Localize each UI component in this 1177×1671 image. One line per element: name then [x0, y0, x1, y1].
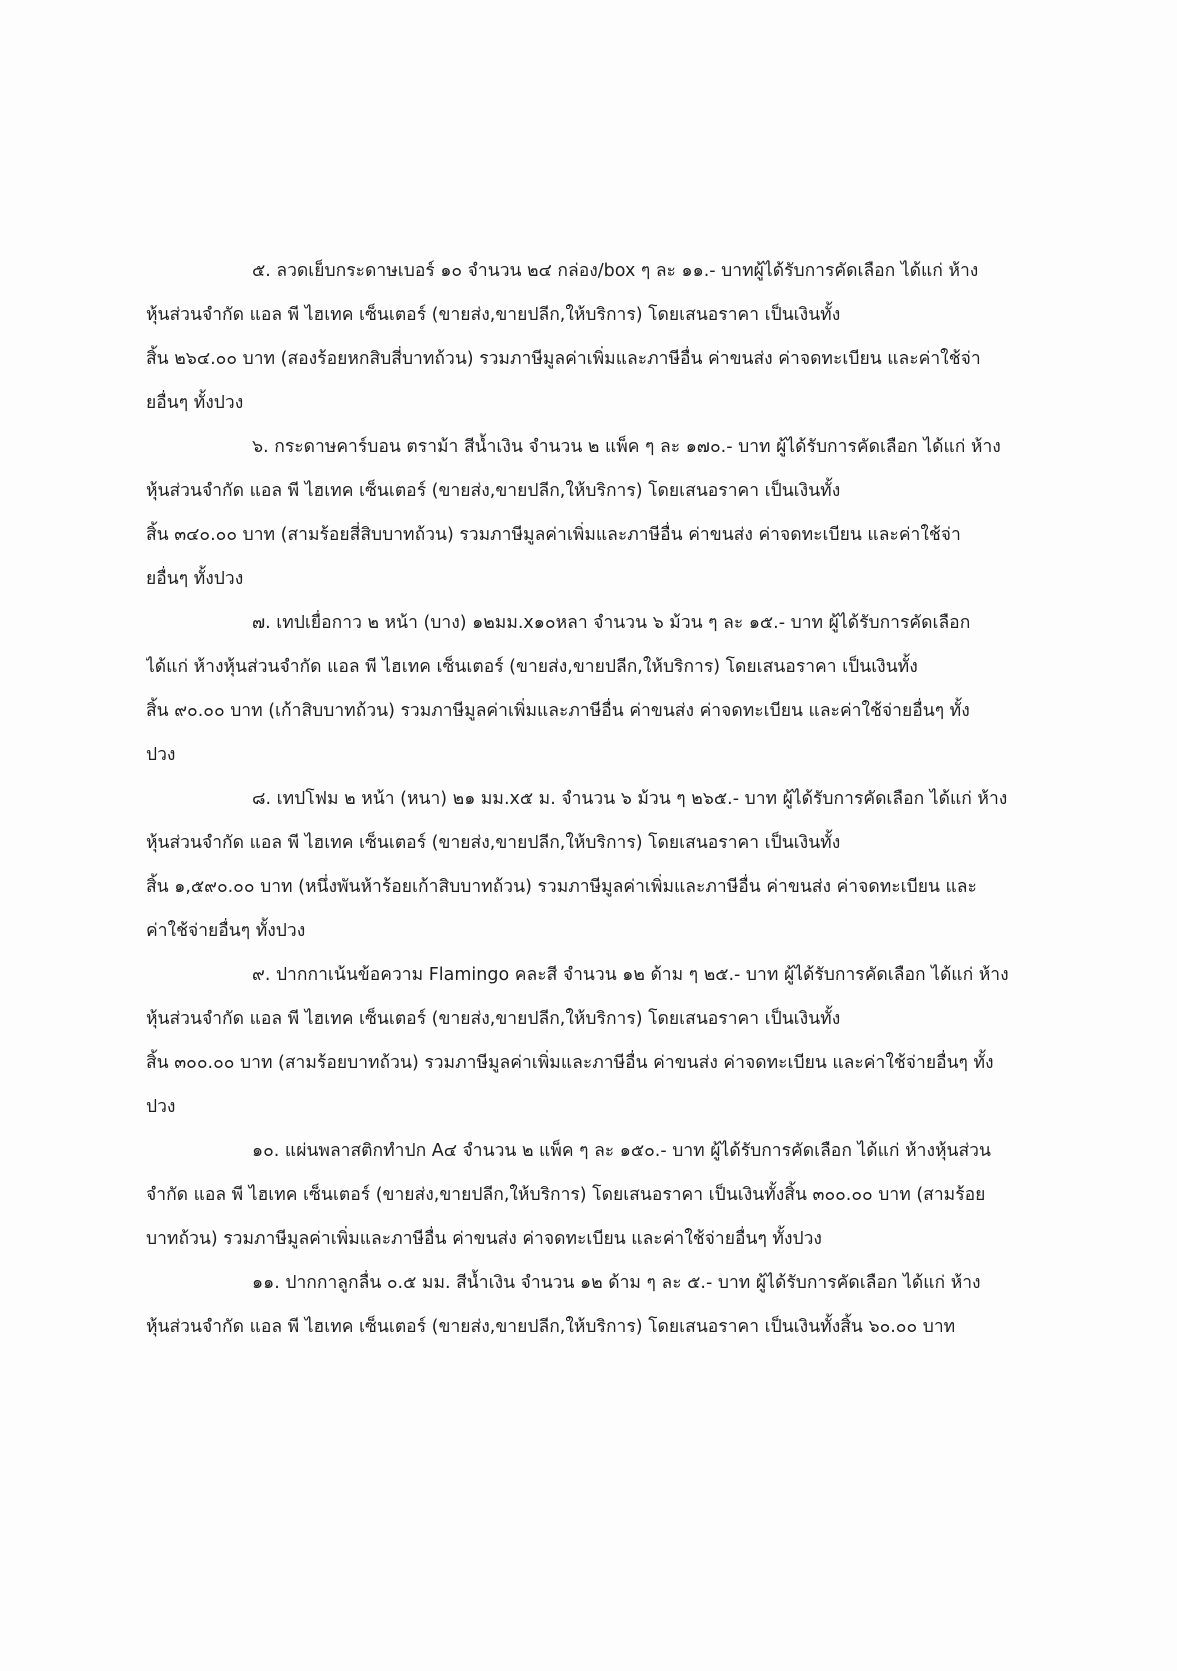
item-paragraph-8 [146, 782, 1112, 958]
paragraph-line: หุ้นส่วนจำกัด แอล พี ไฮเทค เซ็นเตอร์ (ขายส่ง,ขายปลีก,ให้บริการ) โดยเสนอราคา เป็นเงินทั้ง [146, 305, 841, 325]
paragraph-line: ๑๐. แผ่นพลาสติกทำปก A๔ จำนวน ๒ แพ็ค ๆ ละ ๑๕๐.- บาท ผู้ได้รับการคัดเลือก ได้แก่ ห้างหุ้นส่วน [252, 1141, 991, 1161]
paragraph-line: ๕. ลวดเย็บกระดาษเบอร์ ๑๐ จำนวน ๒๔ กล่อง/box ๆ ละ ๑๑.- บาทผู้ได้รับการคัดเลือก ได้แก่ ห้าง [252, 261, 979, 281]
paragraph-line: หุ้นส่วนจำกัด แอล พี ไฮเทค เซ็นเตอร์ (ขายส่ง,ขายปลีก,ให้บริการ) โดยเสนอราคา เป็นเงินทั้ง [146, 833, 841, 853]
item-paragraph-9 [146, 958, 1112, 1134]
paragraph-line: ยอื่นๆ ทั้งปวง [146, 393, 244, 413]
paragraph-line: หุ้นส่วนจำกัด แอล พี ไฮเทค เซ็นเตอร์ (ขายส่ง,ขายปลีก,ให้บริการ) โดยเสนอราคา เป็นเงินทั้ง [146, 1009, 841, 1029]
paragraph-line: จำกัด แอล พี ไฮเทค เซ็นเตอร์ (ขายส่ง,ขายปลีก,ให้บริการ) โดยเสนอราคา เป็นเงินทั้งสิ้น ๓๐๐.๐๐ บาท (สามร้อย [146, 1185, 986, 1205]
paragraph-line: ได้แก่ ห้างหุ้นส่วนจำกัด แอล พี ไฮเทค เซ็นเตอร์ (ขายส่ง,ขายปลีก,ให้บริการ) โดยเสนอราคา เป็นเงินทั้ง [146, 657, 918, 677]
item-paragraph-10 [146, 1134, 1112, 1266]
item-paragraph-6 [146, 430, 1112, 606]
paragraph-line: ๘. เทปโฟม ๒ หน้า (หนา) ๒๑ มม.x๕ ม. จำนวน ๖ ม้วน ๆ ๒๖๕.- บาท ผู้ได้รับการคัดเลือก ได้แก่ ห้าง [252, 789, 1008, 809]
paragraph-line: สิ้น ๓๐๐.๐๐ บาท (สามร้อยบาทถ้วน) รวมภาษีมูลค่าเพิ่มและภาษีอื่น ค่าขนส่ง ค่าจดทะเบียน และค่าใช้จ่ายอื่นๆ ทั้ง [146, 1053, 994, 1073]
paragraph-line: ๙. ปากกาเน้นข้อความ Flamingo คละสี จำนวน ๑๒ ด้าม ๆ ๒๕.- บาท ผู้ได้รับการคัดเลือก ได้แก่ ห้าง [252, 965, 1009, 985]
document-body [146, 254, 1112, 1354]
paragraph-line: ยอื่นๆ ทั้งปวง [146, 569, 244, 589]
paragraph-line: หุ้นส่วนจำกัด แอล พี ไฮเทค เซ็นเตอร์ (ขายส่ง,ขายปลีก,ให้บริการ) โดยเสนอราคา เป็นเงินทั้ง [146, 481, 841, 501]
paragraph-line: สิ้น ๓๔๐.๐๐ บาท (สามร้อยสี่สิบบาทถ้วน) รวมภาษีมูลค่าเพิ่มและภาษีอื่น ค่าขนส่ง ค่าจดทะเบียน และค่าใช้จ่า [146, 525, 961, 545]
paragraph-line: ปวง [146, 745, 176, 765]
paragraph-line: สิ้น ๑,๕๙๐.๐๐ บาท (หนึ่งพันห้าร้อยเก้าสิบบาทถ้วน) รวมภาษีมูลค่าเพิ่มและภาษีอื่น ค่าขนส่ง ค่าจดทะเบียน และ [146, 877, 977, 897]
paragraph-line: สิ้น ๒๖๔.๐๐ บาท (สองร้อยหกสิบสี่บาทถ้วน) รวมภาษีมูลค่าเพิ่มและภาษีอื่น ค่าขนส่ง ค่าจดทะเบียน และค่าใช้จ่า [146, 349, 981, 369]
paragraph-line: บาทถ้วน) รวมภาษีมูลค่าเพิ่มและภาษีอื่น ค่าขนส่ง ค่าจดทะเบียน และค่าใช้จ่ายอื่นๆ ทั้งปวง [146, 1229, 822, 1249]
item-paragraph-11 [146, 1266, 1112, 1354]
paragraph-line: ค่าใช้จ่ายอื่นๆ ทั้งปวง [146, 921, 306, 941]
paragraph-line: ปวง [146, 1097, 176, 1117]
paragraph-line: ๑๑. ปากกาลูกลื่น ๐.๕ มม. สีน้ำเงิน จำนวน ๑๒ ด้าม ๆ ละ ๕.- บาท ผู้ได้รับการคัดเลือก ได้แก่ ห้าง [252, 1273, 981, 1293]
paragraph-line: ๗. เทปเยื่อกาว ๒ หน้า (บาง) ๑๒มม.x๑๐หลา จำนวน ๖ ม้วน ๆ ละ ๑๕.- บาท ผู้ได้รับการคัดเลือก [252, 613, 971, 633]
item-paragraph-7 [146, 606, 1112, 782]
paragraph-line: ๖. กระดาษคาร์บอน ตราม้า สีน้ำเงิน จำนวน ๒ แพ็ค ๆ ละ ๑๗๐.- บาท ผู้ได้รับการคัดเลือก ได้แก่ ห้าง [252, 437, 1001, 457]
paragraph-line: สิ้น ๙๐.๐๐ บาท (เก้าสิบบาทถ้วน) รวมภาษีมูลค่าเพิ่มและภาษีอื่น ค่าขนส่ง ค่าจดทะเบียน และค่าใช้จ่ายอื่นๆ ทั้ง [146, 701, 970, 721]
paragraph-line: หุ้นส่วนจำกัด แอล พี ไฮเทค เซ็นเตอร์ (ขายส่ง,ขายปลีก,ให้บริการ) โดยเสนอราคา เป็นเงินทั้งสิ้น ๖๐.๐๐ บาท [146, 1317, 956, 1337]
item-paragraph-5 [146, 254, 1112, 430]
